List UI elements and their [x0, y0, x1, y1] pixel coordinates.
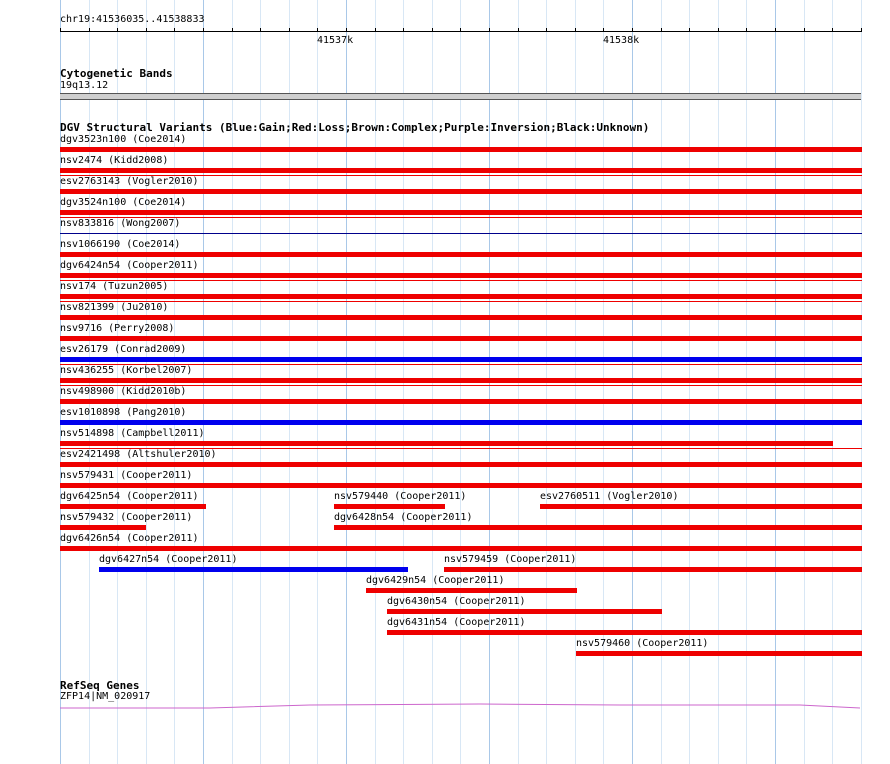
variant-label: nsv579432 (Cooper2011) — [60, 512, 193, 523]
ruler-tick-label-41538k: 41538k — [603, 35, 640, 46]
variant-label: nsv2474 (Kidd2008) — [60, 155, 169, 166]
variant-label: dgv3524n100 (Coe2014) — [60, 197, 187, 208]
variant-label: nsv833816 (Wong2007) — [60, 218, 181, 229]
variant-label: nsv436255 (Korbel2007) — [60, 365, 193, 376]
variant-label: dgv6426n54 (Cooper2011) — [60, 533, 199, 544]
variant-label: dgv3523n100 (Coe2014) — [60, 134, 187, 145]
variant-label: dgv6429n54 (Cooper2011) — [366, 575, 505, 586]
variant-label: nsv498900 (Kidd2010b) — [60, 386, 187, 397]
variant-label: dgv6424n54 (Cooper2011) — [60, 260, 199, 271]
variant-label: nsv821399 (Ju2010) — [60, 302, 169, 313]
variant-label: nsv579459 (Cooper2011) — [444, 554, 577, 565]
variant-label: nsv579440 (Cooper2011) — [334, 491, 467, 502]
variant-label: esv2760511 (Vogler2010) — [540, 491, 679, 502]
variant-label: dgv6428n54 (Cooper2011) — [334, 512, 473, 523]
dgv-track-title[interactable]: DGV Structural Variants (Blue:Gain;Red:Loss;Brown:Complex;Purple:Inversion;Black:Unknown) — [60, 121, 650, 134]
variant-label: esv2421498 (Altshuler2010) — [60, 449, 217, 460]
variant-label: esv26179 (Conrad2009) — [60, 344, 187, 355]
refseq-gene-label[interactable]: ZFP14|NM_020917 — [60, 691, 151, 702]
cytoband-label: 19q13.12 — [60, 80, 109, 91]
refseq-track-title[interactable]: RefSeq Genes — [60, 679, 140, 692]
position-label: chr19:41536035..41538833 — [60, 14, 205, 25]
variant-label: dgv6431n54 (Cooper2011) — [387, 617, 526, 628]
variant-label: dgv6430n54 (Cooper2011) — [387, 596, 526, 607]
variant-label: nsv9716 (Perry2008) — [60, 323, 175, 334]
variant-label: esv2763143 (Vogler2010) — [60, 176, 199, 187]
variant-label: nsv514898 (Campbell2011) — [60, 428, 205, 439]
variant-label: nsv579460 (Cooper2011) — [576, 638, 709, 649]
variant-label: nsv1066190 (Coe2014) — [60, 239, 181, 250]
variant-label: dgv6425n54 (Cooper2011) — [60, 491, 199, 502]
ruler-tick-label-41537k: 41537k — [317, 35, 354, 46]
variant-label: dgv6427n54 (Cooper2011) — [99, 554, 238, 565]
gene-track-line — [60, 704, 860, 708]
variant-label: esv1010898 (Pang2010) — [60, 407, 187, 418]
variant-label: nsv174 (Tuzun2005) — [60, 281, 169, 292]
variant-label: nsv579431 (Cooper2011) — [60, 470, 193, 481]
cytoband-track-title[interactable]: Cytogenetic Bands — [60, 67, 173, 80]
